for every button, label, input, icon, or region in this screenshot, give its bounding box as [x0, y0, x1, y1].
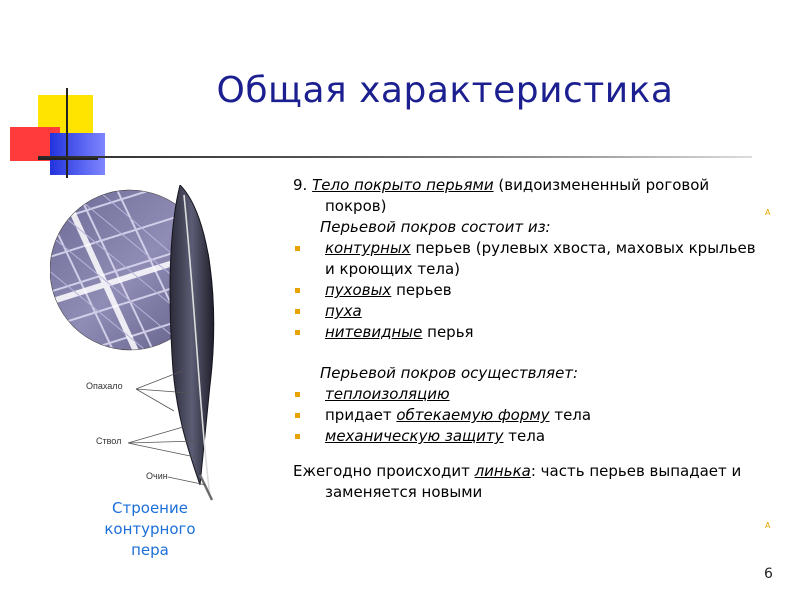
- bullet-icon: [295, 392, 300, 397]
- caption-line: контурного: [104, 520, 196, 538]
- paragraph-text: Ежегодно происходит: [293, 462, 475, 480]
- emphasis-term: механическую защиту: [325, 427, 504, 445]
- emphasis-term: пуха: [325, 302, 362, 320]
- label-vane: Опахало: [86, 381, 123, 391]
- title-divider: [38, 156, 752, 158]
- item-text: перьев: [391, 281, 452, 299]
- decor-vertical-line: [66, 88, 68, 178]
- item-text: перья: [422, 323, 474, 341]
- caption-line: Строение: [112, 499, 188, 517]
- paragraph-text: (видоизмененный роговой покров): [325, 176, 710, 215]
- emphasis-term: контурных: [325, 239, 411, 257]
- list-item: [293, 280, 763, 301]
- animation-marker: A: [765, 521, 771, 530]
- decor-blue-square: [50, 133, 105, 175]
- feather-quill: [200, 475, 212, 500]
- list-item: [293, 322, 763, 343]
- bullet-icon: [295, 309, 300, 314]
- label-quill: Очин: [146, 471, 168, 481]
- page-number: 6: [764, 566, 773, 582]
- paragraph-feathers: [293, 175, 763, 217]
- emphasis-term: пуховых: [325, 281, 392, 299]
- item-text: перьев (рулевых хвоста, маховых крыльев и кроющих тела): [325, 239, 756, 278]
- bullet-icon: [295, 246, 300, 251]
- bullet-icon: [295, 288, 300, 293]
- bullet-icon: [295, 330, 300, 335]
- bullet-icon: [295, 434, 300, 439]
- emphasis-term: линька: [474, 462, 531, 480]
- list-item: [293, 238, 763, 280]
- list-item: [293, 426, 763, 447]
- caption-line: пера: [131, 541, 169, 559]
- subheading-composition: Перьевой покров состоит из:: [320, 218, 551, 236]
- item-number: 9.: [293, 176, 313, 194]
- figure-caption: [95, 498, 205, 561]
- item-prefix: придает: [325, 406, 397, 424]
- slide-body: [293, 175, 763, 503]
- emphasis-term: Тело покрыто перьями: [312, 176, 494, 194]
- list-item: [293, 301, 763, 322]
- label-shaft: Ствол: [96, 436, 122, 446]
- emphasis-term: нитевидные: [325, 323, 423, 341]
- item-text: тела: [549, 406, 592, 424]
- list-item: [293, 405, 763, 426]
- decor-horizontal-line: [38, 158, 98, 160]
- paragraph-molting: [293, 461, 763, 503]
- subheading-functions: Перьевой покров осуществляет:: [320, 364, 579, 382]
- feather-vane: [170, 185, 214, 485]
- list-item: [293, 384, 763, 405]
- emphasis-term: обтекаемую форму: [396, 406, 550, 424]
- slide-title: Общая характеристика: [216, 70, 674, 111]
- animation-marker: A: [765, 208, 771, 217]
- paragraph-text: : часть перьев выпадает и заменяется новыми: [325, 462, 742, 501]
- bullet-icon: [295, 413, 300, 418]
- item-text: тела: [503, 427, 546, 445]
- emphasis-term: теплоизоляцию: [325, 385, 450, 403]
